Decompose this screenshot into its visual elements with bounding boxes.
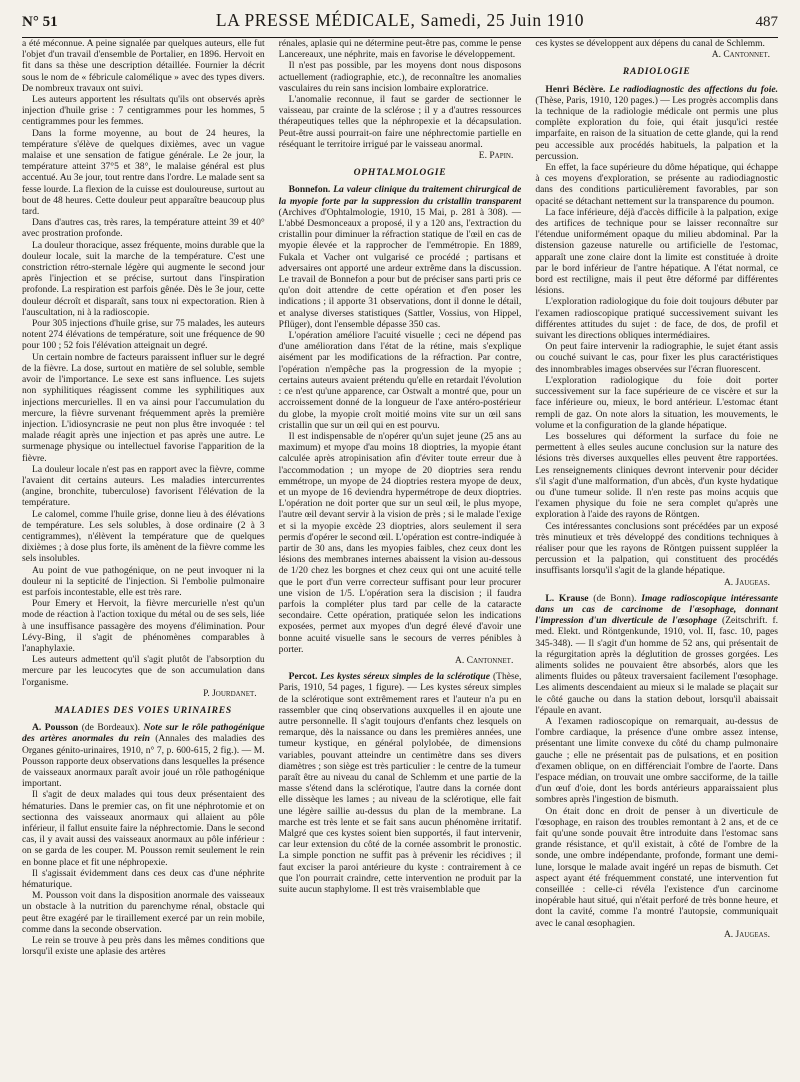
author-signature: A. Jaugeas. [723,929,771,940]
paragraph: Un certain nombre de facteurs paraissent influer sur le degré de la fièvre. La dose, surtout en matière de sel soluble, semble avoir de l'importance. Le sexe est sans influence. Les sujets non syphilitiques réagissent comme les syphilitiques aux injections mercurielles. Il en va ainsi pour l'accumulation du mercure, la fièvre survenant fréquemment après la première injection. L'idiosyncrasie ne peut non plus être invoquée : tel malade réagit après une injection et pas après une autre. Le surmenage physique ou intellectuel favorise l'apparition de la fièvre. [22,351,265,464]
paragraph: a été méconnue. A peine signalée par quelques auteurs, elle fut l'objet d'un travail d'ensemble de Portalier, en 1896. Hervoit en fit dans sa thèse une description détaillée. Fournier la décrit sous le nom de « fébricule calomélique » avec des types divers. De nombreux travaux ont suivi. [22,38,265,94]
review-author: L. Krause [545,592,589,604]
author-signature: A. Cantonnet. [711,50,771,61]
paragraph: M. Pousson voit dans la disposition anormale des vaisseaux un obstacle à la nutrition du parenchyme rénal, obstacle qui peut être exagéré par le tiraillement exercé par un rein mobile, comme dans la seconde observation. [22,890,265,935]
paragraph: On était donc en droit de penser à un diverticule de l'œsophage, en raison des troubles remontant à 2 ans, et de ce fait qu'une sonde pouvait être introduite dans l'estomac sans grande résistance, et qu'il existait, à côté de l'ombre de la sonde, une ombre indépendante, profonde, formant une demi-lune, lorsque le malade avait ingéré un repas de bismuth. Cet aspect ayant été fréquemment constaté, une intervention fut conseillée : celle-ci révéla l'existence d'un carcinome inopérable haut situé, qui n'était perforé de très bonne heure, et dont la cavité, comme l'a montré l'autopsie, communiquait avec le canal œsophagien. [535,805,779,929]
paragraph: L'opération améliore l'acuité visuelle ; ceci ne dépend pas d'une amélioration dans l'état de la rétine, mais s'explique aisément par les modifications de la réfraction. Par contre, l'opération n'empêche pas la progression de la myopie ; certains auteurs avaient prétendu qu'elle en retardait l'évolution : ce n'est qu'une apparence, car Ostwalt a montré que, pour un accroissement donné de la longueur de l'axe antéro-postérieur du globe, la myopie croît moitié moins vite sur un œil sans cristallin que sur un œil qui en est pourvu. [278,330,522,431]
paragraph: L'exploration radiologique du foie doit porter successivement sur la face supérieure de ce viscère et sur la face inférieure ou, mieux, le bord antérieur. L'estomac étant rempli de gaz. On note alors la situation, les mouvements, le volume et la configuration de la glande hépatique. [535,374,779,431]
review-author: A. Pousson [32,722,79,734]
column-1 [22,38,265,1078]
paragraph: A l'examen radioscopique on remarquait, au-dessus de l'ombre cardiaque, la présence d'une ombre assez intense, présentant une limite convexe du côté du champ pulmonaire gauche ; elle ne présentait pas de pulsations, et en position d'examen oblique, on en différenciait l'ombre de l'aorte. Dans l'espace médian, on trouvait une ombre sacciforme, de la taille d'un œuf d'oie, dont les bords antérieurs apparaissaient plus sombres après l'ingestion de bismuth. [535,715,779,806]
paragraph: Il s'agit de deux malades qui tous deux présentaient des hématuries. Dans le premier cas, on fit une néphrotomie et on sectionna des vaisseaux anormaux qui allaient au pôle inférieur, il fallut ensuite faire la néphrectomie. Dans le second cas, il y avait aussi des vaisseaux anormaux au pôle inférieur : on se garda de les couper. M. Pousson remit seulement le rein en bonne place et fit une néphropexie. [22,789,265,868]
column-3 [535,38,778,1078]
review-affiliation: (de Bordeaux). [78,722,144,734]
review-entry [22,722,265,789]
review-text: (Thèse, Paris, 1910, 54 pages, 1 figure). — Les kystes séreux simples de la sclérotique sont extrêmement rares et l'auteur n'a pu en rassembler que cinq observations auxquelles il en ajoute une autre personnelle. Il s'agit toujours d'enfants chez lesquels on remarque, dès la naissance ou dans les premières années, une tumeur kystique, en général polylobée, de dimensions variables, pouvant atteindre un centimètre dans ses divers diamètres ; son siège est très particulier : le centre de la tumeur paraît être au niveau du canal de Schlemm et une partie de la masse s'étend dans la sclérotique, l'autre dans la cornée dont elle dissèque les lames ; au niveau de la sclérotique, elle fait une légère saillie au-dessus du plan de la membrane. La marche est très lente et se fait sans aucun phénomène irritatif. Malgré que ces kystes soient bien supportés, il faut intervenir, car leur extension du côté de la cornée assombrit le pronostic. La simple ponction ne suffit pas à prévenir les récidives ; il faut exciser la paroi antérieure du kyste : contrairement à ce que l'on pourrait craindre, cette intervention ne produit par la suite aucun staphylome. Il est très vraisemblable que [278,671,522,896]
review-affiliation: (de Bonn). [588,592,642,604]
paragraph: Les bosselures qui déforment la surface du foie ne permettent à elles seules aucune conclusion sur la nature des lésions très diverses auxquelles elles peuvent être rapportées. Les renseignements cliniques devront intervenir pour décider s'il s'agit d'une malformation, d'un abcès, d'un kyste hydatique ou d'une tumeur solide. Il n'en reste pas moins acquis que l'examen physique du foie ne sera complet qu'après une exploration à l'aide des rayons de Röntgen. [535,430,779,521]
paragraph: On peut faire intervenir la radiographie, le sujet étant assis ou couché suivant le cas, pour fixer les plus caractéristiques des innombrables images observées sur l'écran fluorescent. [535,341,779,375]
review-author: Bonnefon. [288,184,331,196]
review-text: (Archives d'Ophtalmologie, 1910, 15 Mai, p. 281 à 308). — L'abbé Desmonceaux a proposé, il y a 120 ans, l'extraction du cristallin pour diminuer la réfraction statique de l'œil en cas de myopie élevée et la rapprocher de l'emmétropie. En 1889, Fukala et Vacher ont vulgarisé ce procédé ; partisans et adversaires ont apporté une ardeur extrême dans la discussion. Le travail de Bonnefon a pour but de préciser sans parti pris ce qu'on doit attendre de cette opération et d'en poser les indications ; il apporte 31 observations, dont il donne le détail, et analyse diverses statistiques (Sattler, Vossius, von Hippel, Pflüger), dont l'ensemble dépasse 350 cas. [278,206,522,330]
paragraph: Dans d'autres cas, très rares, la température atteint 39 et 40° avec prostration profonde. [22,217,265,240]
review-text: (Thèse, Paris, 1910, 120 pages.) — Les progrès accomplis dans la technique de la radiologie médicale ont permis une plus complète exploration du foie, qui était jusqu'ici restée imparfaite, en raison de la situation de cette glande, qui la rend peu accessible aux procédés habituels, la palpation et la percussion. [535,94,779,162]
paragraph: Dans la forme moyenne, au bout de 24 heures, la température s'élève de quelques dixièmes, avec un vague malaise et une sensation de fatigue générale. Le 2e jour, la température atteint 37°5 et 38°, le malaise général est plus accentué. Au 3e jour, tout rentre dans l'ordre. Le malade sent sa fesse lourde. La flexion de la cuisse est douloureuse, surtout au bout de 48 heures. Cette douleur peut apparaître beaucoup plus tard. [22,127,265,218]
paragraph: Les auteurs admettent qu'il s'agit plutôt de l'absorption du mercure par les leucocytes que de son accumulation dans l'organisme. [22,654,265,688]
review-entry [535,593,778,716]
paragraph: La douleur thoracique, assez fréquente, moins durable que la douleur locale, suit la marche de la température. C'est une constriction rétro-sternale légère qui augmente le second jour après l'injection et se précise, surtout dans l'inspiration profonde. La respiration est parfois gênée. Dès le 3e jour, cette douleur décroît et disparaît, sans toux ni expectoration. Rien à l'auscultation, ni à la radioscopie. [22,239,265,318]
paragraph: L'exploration radiologique du foie doit toujours débuter par l'examen radioscopique pratiqué successivement suivant les différentes attitudes du sujet : de face, de dos, de profil et suivant les directions obliques intermédiaires. [535,296,779,342]
review-title: Le radiodiagnostic des affections du foie. [605,83,779,95]
paragraph: rénales, aplasie qui ne détermine peut-être pas, comme le pense Lancereaux, une néphrite, mais en favorise le développement. [278,38,522,61]
paragraph: La douleur locale n'est pas en rapport avec la fièvre, comme l'avaient dit certains auteurs. Les maladies intercurrentes (angine, bronchite, tuberculose) favorisent l'élévation de la température. [22,463,265,509]
page-header [22,10,778,38]
paragraph: Le calomel, comme l'huile grise, donne lieu à des élévations de température. Les sels solubles, à dose ordinaire (2 à 3 centigrammes), n'élèvent la température que de quelques dixièmes ; à dose plus forte, ils amènent de la fièvre comme les sels insolubles. [22,508,265,565]
paragraph: Le rein se trouve à peu près dans les mêmes conditions que lorsqu'il existe une aplasie des artères [22,935,265,958]
paragraph: ces kystes se développent aux dépens du canal de Schlemm. [535,38,765,49]
paragraph: En effet, la face supérieure du dôme hépatique, qui échappe à ces moyens d'exploration, se présente au radiodiagnostic dans des conditions particulièrement favorables, par son opacité se détachant nettement sur la transparence du poumon. [535,162,779,207]
review-title: Les kystes séreux simples de la sclérotique [317,671,490,683]
masthead-title: LA PRESSE MÉDICALE, Samedi, 25 Juin 1910 [215,10,585,30]
paragraph: La face inférieure, déjà d'accès difficile à la palpation, exige des artifices de technique pour se laisser reconnaître sur l'étendue uniformément opaque du milieu abdominal. Par la distension gazeuse naturelle ou artificielle de l'estomac, apparaît une zone claire dont la limite est constituée à droite par le bord inférieur de l'antre hépatique. A l'état normal, ce bord est rectiligne, mais il peut être déformé par différentes lésions. [535,206,779,297]
review-text: (Annales des maladies des Organes génito-urinaires, 1910, n° 7, p. 600-615, 2 fig.). — M. Pousson rapporte deux observations dans lesquelles la présence de vaisseaux anormaux paraît avoir joué un rôle pathogénique important. [22,733,265,790]
review-title: La valeur clinique du traitement chirurgical de la myopie forte par la suppression du cristallin transparent [278,184,522,207]
author-signature: P. Jourdanet. [203,688,257,699]
review-entry [279,184,522,330]
column-2 [279,38,522,1078]
paragraph: Il est indispensable de n'opérer qu'un sujet jeune (25 ans au maximum) et myope d'au moins 18 dioptries, la myopie étant calculée après atropinisation afin d'éviter toute erreur due à l'accommodation ; un myope de 20 dioptries sera rendu emmétrope, un myope de 24 dioptries restera myope de deux, et un myope de 16 deviendra hypermétrope de deux dioptries. L'opération ne doit porter que sur un seul œil, le plus myope, l'autre œil devant servir à la vision de près ; si le malade l'exige et si la myopie excède 23 dioptries, alors seulement il sera permis d'opérer le second œil. L'opération est contre-indiquée à partir de 30 ans, dans les myopies faibles, chez ceux dont les lésions des membranes internes abaissent la vision au-dessous de 1/20 chez les borgnes et chez ceux qui ont une acuité telle que le port d'un verre correcteur suffisant pour leur procurer une vision de 1/5. L'opération sera la discision ; il faudra parfois la compléter plus tard par celle de la cataracte secondaire. Cette opération, pratiquée selon les indications exposées, permet aux myopes d'un degré élevé d'avoir une bonne acuité visuelle sans le secours de verres pénibles à porter. [278,430,522,655]
review-text: (Zeitschrift. f. med. Elekt. und Röntgenkunde, 1910, vol. II, fasc. 10, pages 345-348). — Il s'agit d'un homme de 52 ans, qui présentait de la régurgitation après la déglutition de grosses gorgées. Les aliments solides ne pouvaient être absorbés, alors que les aliments fluides ou pâteux traversaient facilement l'œsophage. Les aliments descendaient au mieux si le malade se plaçait sur le côté gauche ou dans la station debout, lorsqu'il abaissait l'épaule en avant. [535,615,779,716]
paragraph: Il n'est pas possible, par les moyens dont nous disposons actuellement (radiographie, etc.), de reconnaître les anomalies vasculaires du rein sans incision lombaire exploratrice. [278,60,522,94]
review-entry [535,84,778,162]
paragraph: L'anomalie reconnue, il faut se garder de sectionner le vaisseau, par crainte de la sclérose ; il y a d'autres ressources thérapeutiques telles que la néphropexie et la décapsulation. Peut-être aussi pourrait-on faire une néphrectomie partielle en réséquant le territoire irrigué par le vaisseau anormal. [278,94,522,150]
issue-number: N° 51 [22,14,58,30]
review-title: Image radioscopique intéressante dans un cas de carcinome de l'œsophage, donnant l'impression d'un diverticule de l'œsophage [535,592,779,627]
paragraph: Au point de vue pathogénique, on ne peut invoquer ni la douleur ni la septicité de l'injection. Si l'embolie pulmonaire est parfois incontestable, elle est très rare. [22,564,265,598]
author-signature: A. Jaugeas. [723,577,771,588]
review-author: Henri Béclère. [545,83,606,95]
paragraph: Les auteurs apportent les résultats qu'ils ont observés après injection d'huile grise : 7 centigrammes pour les hommes, 5 centigrammes pour les femmes. [22,94,265,128]
section-heading: MALADIES DES VOIES URINAIRES [54,705,233,716]
author-signature: E. Papin. [478,151,514,162]
review-entry [279,671,522,895]
columns [22,38,778,1078]
paragraph: Ces intéressantes conclusions sont précédées par un exposé très minutieux et très développé des conditions techniques à réaliser pour que les rayons de Röntgen puissent suppléer la percussion et la palpation, qui constituent des procédés insuffisants lorsqu'il s'agit de la glande hépatique. [535,520,779,577]
paragraph: Il s'agissait évidemment dans ces deux cas d'une néphrite hématurique. [22,867,265,891]
paragraph: Pour Emery et Hervoit, la fièvre mercurielle n'est qu'un mode de réaction à l'action toxique du métal ou de ses sels, liée à une insuffisance passagère des moyens d'élimination. Pour Lévy-Bing, il s'agit de phénomènes comparables à l'anaphylaxie. [22,598,265,654]
paragraph: Pour 305 injections d'huile grise, sur 75 malades, les auteurs notent 274 élévations de température, soit une fréquence de 90 pour 100 ; 52 fois l'élévation atteignait un degré. [22,318,265,352]
section-heading: OPHTALMOLOGIE [353,168,447,179]
author-signature: A. Cantonnet. [455,655,514,666]
review-title: Note sur le rôle pathogénique des artères anormales du rein [22,722,265,745]
section-heading: RADIOLOGIE [622,67,691,78]
page-number: 487 [755,14,778,30]
review-author: Percot. [288,671,318,683]
